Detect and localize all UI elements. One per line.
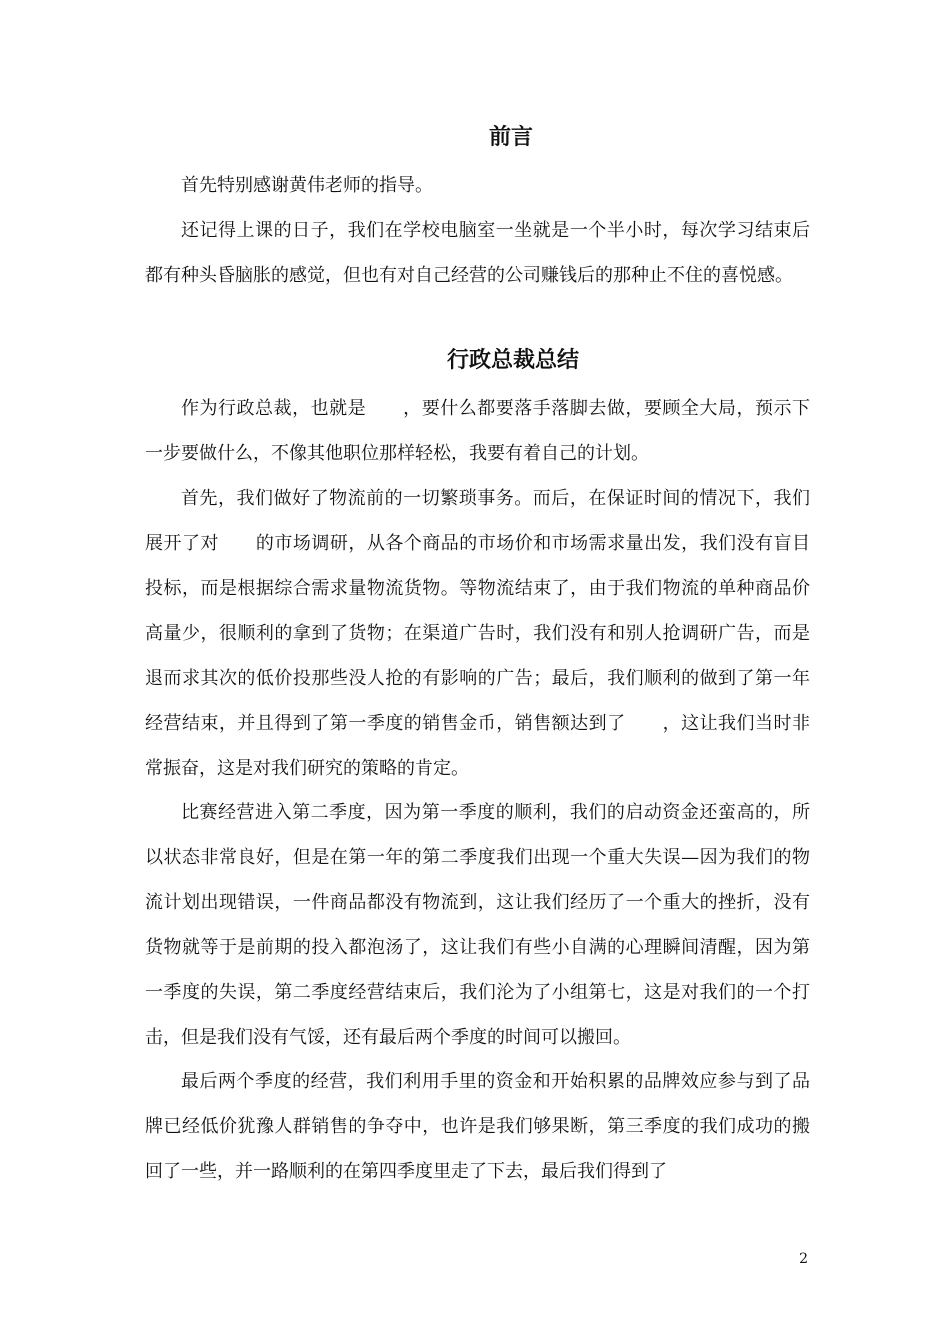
summary-paragraph-role: 作为行政总裁，也就是 ，要什么都要落手落脚去做，要顾全大局，预示下一步要做什么，不像其他职位那样轻松，我要有着自己的计划。 [145, 398, 810, 464]
summary-heading: 行政总裁总结 [446, 348, 579, 373]
page-number: 2 [799, 1251, 808, 1267]
summary-paragraph-final-seasons: 最后两个季度的经营，我们利用手里的资金和开始积累的品牌效应参与到了品牌已经低价犹豫人群销售的争夺中，也许是我们够果断，第三季度的我们成功的搬回了一些，并一路顺利的在第四季度里走了下去，最后我们得到了 [145, 1071, 810, 1182]
preface-heading: 前言 [488, 125, 533, 150]
preface-paragraph-memories: 还记得上课的日子，我们在学校电脑室一坐就是一个半小时，每次学习结束后都有种头昏脑胀的感觉，但也有对自己经营的公司赚钱后的那种止不住的喜悦感。 [145, 220, 810, 286]
summary-paragraph-second-season: 比赛经营进入第二季度，因为第一季度的顺利，我们的启动资金还蛮高的，所以状态非常良好，但是在第一年的第二季度我们出现一个重大失误—因为我们的物流计划出现错误，一件商品都没有物流到，这让我们经历了一个重大的挫折，没有货物就等于是前期的投入都泡汤了，这让我们有些小自满的心理瞬间清醒，因为第一季度的失误，第二季度经营结束后，我们沦为了小组第七，这是对我们的一个打击，但是我们没有气馁，还有最后两个季度的时间可以搬回。 [145, 802, 810, 1048]
preface-paragraph-thanks: 首先特别感谢黄伟老师的指导。 [181, 175, 433, 196]
summary-paragraph-first-season: 首先，我们做好了物流前的一切繁琐事务。而后，在保证时间的情况下，我们展开了对 的市场调研，从各个商品的市场价和市场需求量出发，我们没有盲目投标，而是根据综合需求量物流货物。等物流结束了，由于我们物流的单种商品价高量少，很顺利的拿到了货物；在渠道广告时，我们没有和别人抢调研广告，而是退而求其次的低价投那些没人抢的有影响的广告；最后，我们顺利的做到了第一年经营结束，并且得到了第一季度的销售金币，销售额达到了 ，这让我们当时非常振奋，这是对我们研究的策略的肯定。 [145, 488, 810, 779]
